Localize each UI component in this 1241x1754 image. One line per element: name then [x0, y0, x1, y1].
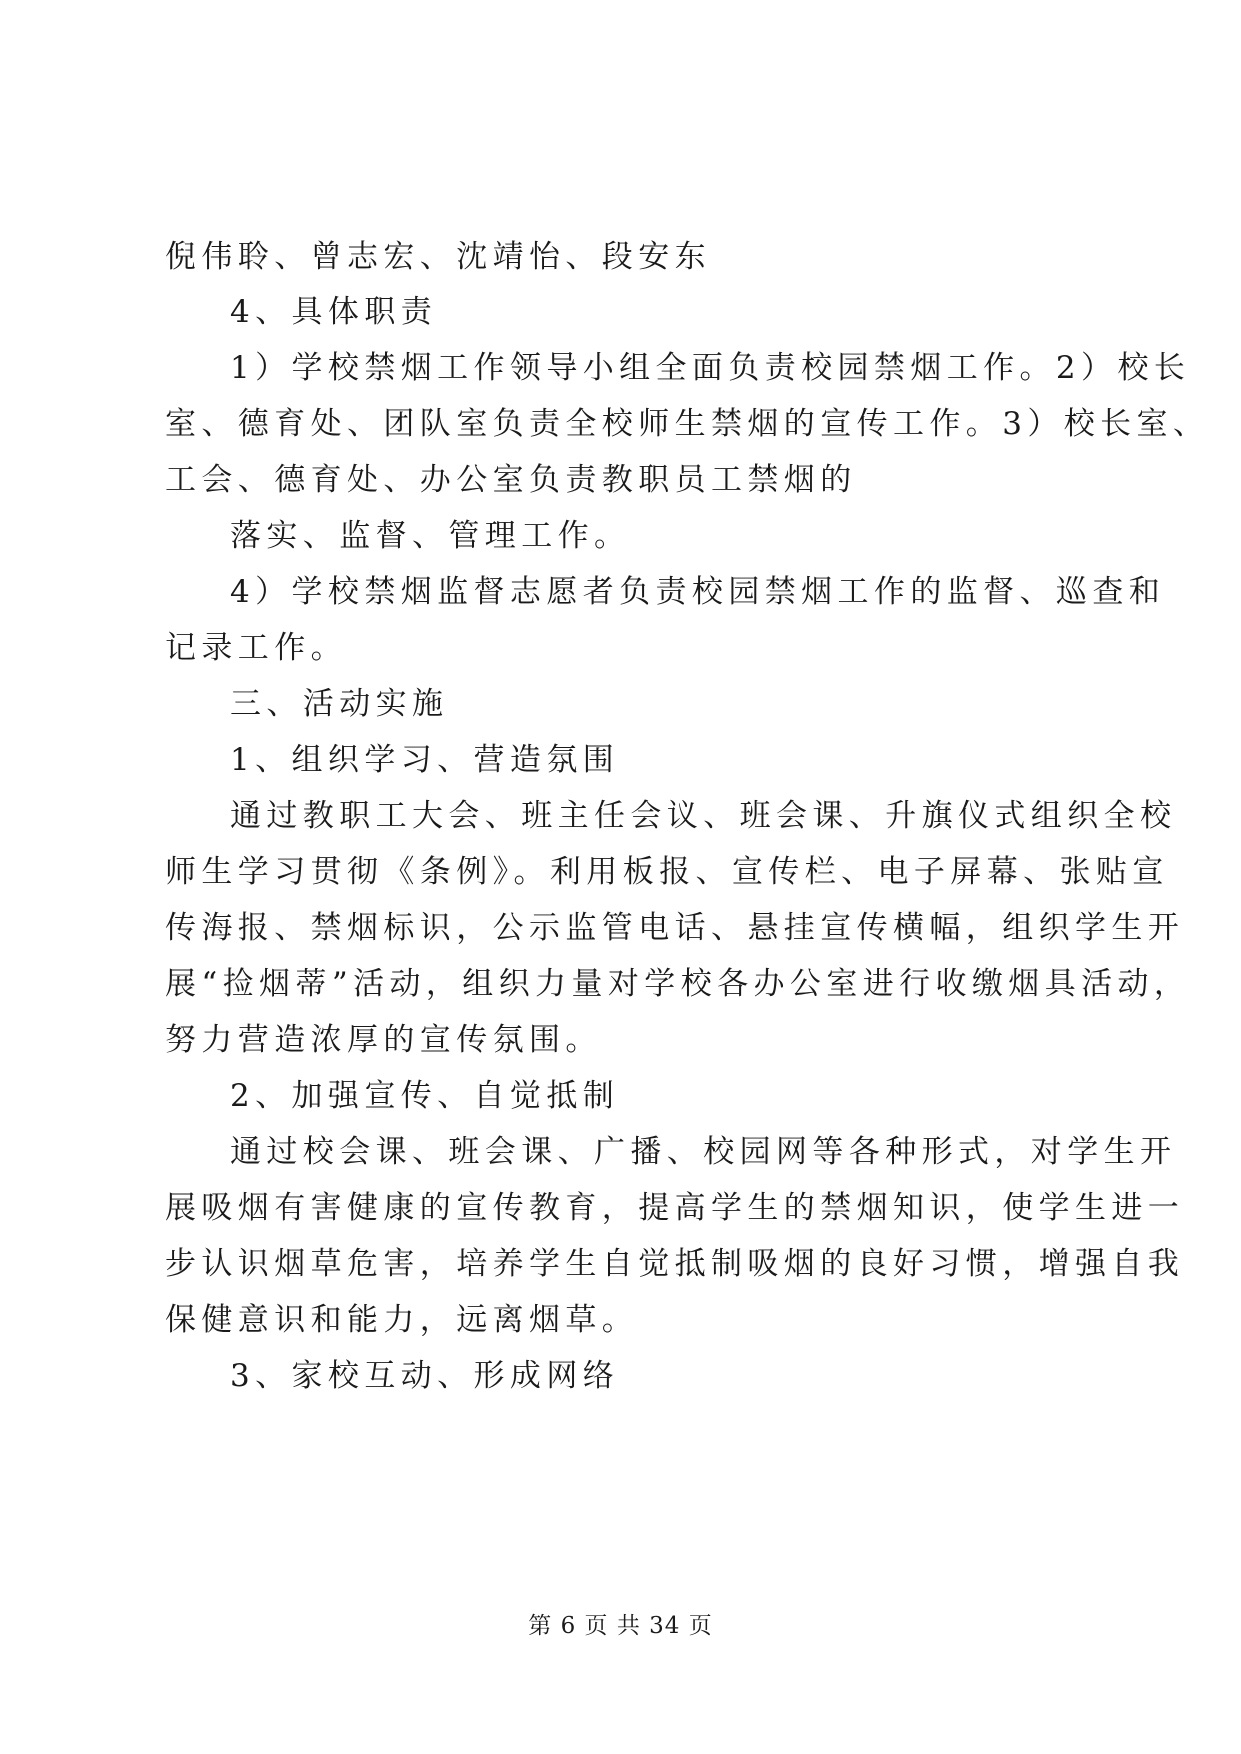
subsection-heading: 1、组织学习、营造氛围 [230, 742, 620, 778]
paragraph-line: 落实、监督、管理工作。 [230, 518, 631, 554]
page-number-footer: 第 6 页 共 34 页 [528, 1613, 713, 1639]
paragraph-line: 通过教职工大会、班主任会议、班会课、升旗仪式组织全校 [230, 798, 1177, 834]
paragraph-line: 记录工作。 [165, 630, 347, 666]
paragraph-line: 努力营造浓厚的宣传氛围。 [165, 1022, 602, 1058]
subsection-heading: 3、家校互动、形成网络 [230, 1358, 620, 1394]
paragraph-line: 传海报、禁烟标识，公示监管电话、悬挂宣传横幅，组织学生开 [165, 910, 1185, 946]
paragraph-line: 通过校会课、班会课、广播、校园网等各种形式，对学生开 [230, 1134, 1177, 1170]
section-heading: 三、活动实施 [230, 686, 449, 722]
paragraph-line: 师生学习贯彻《条例》。利用板报、宣传栏、电子屏幕、张贴宣 [165, 854, 1169, 890]
paragraph-line: 1）学校禁烟工作领导小组全面负责校园禁烟工作。2）校长 [230, 350, 1191, 386]
section-heading: 4、具体职责 [230, 294, 438, 330]
paragraph-line: 保健意识和能力，远离烟草。 [165, 1302, 639, 1338]
subsection-heading: 2、加强宣传、自觉抵制 [230, 1078, 620, 1114]
paragraph-line: 工会、德育处、办公室负责教职员工禁烟的 [165, 462, 857, 498]
paragraph-line: 展吸烟有害健康的宣传教育，提高学生的禁烟知识，使学生进一 [165, 1190, 1185, 1226]
paragraph-line: 步认识烟草危害，培养学生自觉抵制吸烟的良好习惯，增强自我 [165, 1246, 1185, 1282]
text-line: 倪伟聆、曾志宏、沈靖怡、段安东 [165, 239, 711, 275]
paragraph-line: 展“捡烟蒂”活动，组织力量对学校各办公室进行收缴烟具活动， [165, 966, 1191, 1002]
paragraph-line: 4）学校禁烟监督志愿者负责校园禁烟工作的监督、巡查和 [230, 574, 1166, 610]
paragraph-line: 室、德育处、团队室负责全校师生禁烟的宣传工作。3）校长室、 [165, 406, 1210, 442]
